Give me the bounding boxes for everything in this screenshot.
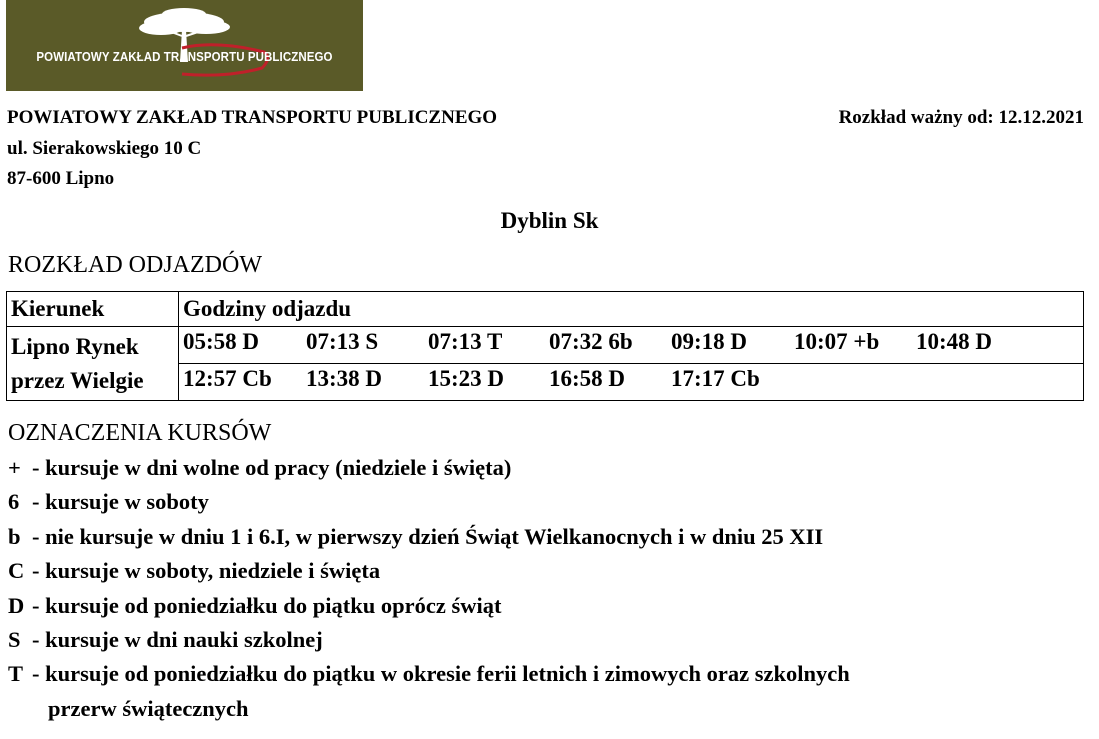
legend-text: - kursuje w soboty [32,489,209,515]
schedule-title: ROZKŁAD ODJAZDÓW [8,252,262,278]
stop-name: Dyblin Sk [500,208,599,233]
direction-cell [7,327,179,401]
tree-logo-icon [6,0,363,91]
legend-item [8,455,850,489]
legend-text: - nie kursuje w dniu 1 i 6.I, w pierwszy dzień Świąt Wielkanocnych i w dniu 25 XII [32,523,824,549]
direction-line2: przez Wielgie [11,367,144,393]
departure-time: 12:57 Cb [183,366,272,391]
legend-symbol: D [8,592,25,618]
legend-text: - kursuje w dni wolne od pracy (niedziele i święta) [32,455,512,480]
departure-time: 17:17 Cb [671,366,760,391]
company-street: ul. Sierakowskiego 10 C [7,138,202,159]
valid-from: Rozkład ważny od: 12.12.2021 [838,107,1084,128]
col-times: Godziny odjazdu [179,292,1084,327]
legend-continuation: przerw świątecznych [48,695,249,721]
departure-time: 09:18 D [671,329,748,354]
times-row-1 [179,327,1084,364]
departure-time: 07:32 6b [549,329,633,354]
legend-item [8,524,850,558]
legend-text: - kursuje od poniedziałku do piątku oprócz świąt [32,592,502,618]
company-city: 87-600 Lipno [7,168,115,189]
legend-symbol: T [8,661,24,687]
legend-item [8,593,850,627]
legend-title: OZNACZENIA KURSÓW [8,420,272,446]
departure-time: 05:58 D [183,329,260,354]
departure-time: 07:13 T [428,329,503,354]
legend-item [8,661,850,695]
col-direction: Kierunek [7,292,179,327]
departure-time: 16:58 D [549,366,626,391]
legend-symbol: C [8,558,25,584]
legend-text: - kursuje w soboty, niedziele i święta [32,558,381,584]
legend-symbol: + [8,455,21,480]
departure-time: 15:23 D [428,366,505,391]
legend-symbol: S [8,626,21,652]
departure-time: 10:07 +b [794,329,880,354]
company-name: POWIATOWY ZAKŁAD TRANSPORTU PUBLICZNEGO [7,107,498,128]
times-row-2 [179,364,1084,401]
logo-text: POWIATOWY ZAKŁAD TRANSPORTU PUBLICZNEGO [36,50,333,64]
legend-item [8,627,850,661]
legend-symbol: 6 [8,489,20,515]
legend-list [8,455,850,726]
departure-time: 10:48 D [916,329,993,354]
legend-item [8,558,850,592]
legend-symbol: b [8,523,21,549]
legend-text: - kursuje od poniedziałku do piątku w okresie ferii letnich i zimowych oraz szkolnych [32,661,850,687]
departure-time: 07:13 S [306,329,379,354]
company-logo [6,0,363,91]
legend-item [8,489,850,523]
direction-line1: Lipno Rynek [11,333,139,359]
legend-text: - kursuje w dni nauki szkolnej [32,626,323,652]
timetable [6,291,1084,401]
departure-time: 13:38 D [306,366,383,391]
